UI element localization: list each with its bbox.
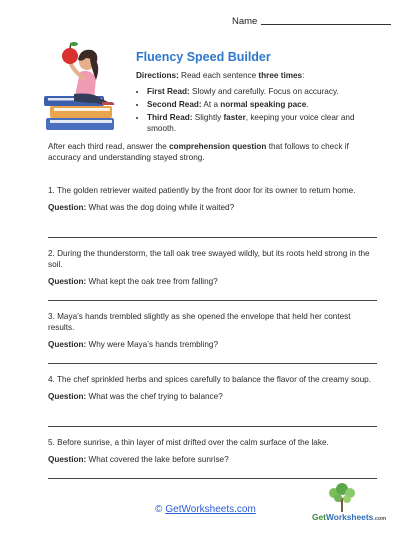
passage-item xyxy=(48,311,376,350)
passage-item xyxy=(48,248,376,287)
passage-question xyxy=(48,339,376,350)
step-text: . xyxy=(306,100,309,109)
question-text: What kept the oak tree from falling? xyxy=(86,277,218,286)
step-label: First Read: xyxy=(147,87,190,96)
step-text: Slowly and carefully. Focus on accuracy. xyxy=(189,87,339,96)
step-label: Second Read: xyxy=(147,100,202,109)
copyright-symbol: © xyxy=(155,504,163,515)
after-text: After each third read, answer the xyxy=(48,142,170,151)
question-label: Question: xyxy=(48,455,87,464)
step-label: Third Read: xyxy=(147,113,193,122)
book-bottom xyxy=(46,118,114,130)
answer-line[interactable] xyxy=(48,478,377,479)
reading-girl-illustration xyxy=(40,34,122,134)
worksheet-title: Fluency Speed Builder xyxy=(136,50,271,64)
answer-line[interactable] xyxy=(48,426,377,427)
after-text: that follows to check if accuracy and understanding stayed strong. xyxy=(48,142,349,162)
read-step-3 xyxy=(147,112,376,134)
question-text: Why were Maya’s hands trembling? xyxy=(86,340,219,349)
step-text: , keeping your voice clear and smooth. xyxy=(147,113,355,133)
question-label: Question: xyxy=(48,203,87,212)
logo-text-get: Get xyxy=(312,512,326,522)
answer-line[interactable] xyxy=(48,300,377,301)
passage-sentence: 1. The golden retriever waited patiently by the front door for its owner to return home. xyxy=(48,186,356,195)
read-step-1 xyxy=(147,86,376,97)
passage-question xyxy=(48,454,376,465)
passage-question xyxy=(48,391,376,402)
directions-intro xyxy=(136,70,376,81)
question-text: What was the dog doing while it waited? xyxy=(86,203,235,212)
question-text: What covered the lake before sunrise? xyxy=(86,455,229,464)
passage-item xyxy=(48,437,376,465)
passage-sentence: 5. Before sunrise, a thin layer of mist drifted over the calm surface of the lake. xyxy=(48,438,329,447)
getworksheets-logo xyxy=(312,482,387,526)
step-text: At a xyxy=(201,100,221,109)
read-steps-list xyxy=(136,86,376,134)
passage-sentence: 3. Maya’s hands trembled slightly as she opened the envelope that held her contest results. xyxy=(48,312,351,332)
directions-text: Read each sentence xyxy=(178,71,259,80)
name-blank-line[interactable] xyxy=(261,24,391,25)
question-label: Question: xyxy=(48,277,87,286)
step-emphasis: faster xyxy=(223,113,246,122)
passage-question xyxy=(48,202,376,213)
step-emphasis: normal speaking pace xyxy=(220,100,307,109)
answer-line[interactable] xyxy=(48,363,377,364)
site-link[interactable] xyxy=(155,504,256,515)
answer-line[interactable] xyxy=(48,237,377,238)
after-instructions xyxy=(48,141,376,163)
read-step-2 xyxy=(147,99,376,110)
logo-text-worksheets: Worksheets xyxy=(325,512,374,522)
logo-text-suffix: .com xyxy=(373,516,387,522)
directions-label: Directions: xyxy=(136,71,179,80)
directions-emphasis: three times xyxy=(258,71,303,80)
question-label: Question: xyxy=(48,392,87,401)
directions-punct: : xyxy=(302,71,305,80)
question-label: Question: xyxy=(48,340,87,349)
question-text: What was the chef trying to balance? xyxy=(86,392,223,401)
site-link-text: GetWorksheets.com xyxy=(165,504,256,515)
directions-block xyxy=(136,70,376,136)
book-middle xyxy=(50,106,112,118)
passage-sentence: 2. During the thunderstorm, the tall oak tree swayed wildly, but its roots held strong in the soil. xyxy=(48,249,370,269)
name-field[interactable] xyxy=(232,16,391,27)
apple-icon xyxy=(62,48,78,64)
passage-item xyxy=(48,185,376,213)
passage-sentence: 4. The chef sprinkled herbs and spices carefully to balance the flavor of the creamy soup. xyxy=(48,375,371,384)
tree-icon xyxy=(312,482,376,514)
name-label: Name xyxy=(232,16,258,27)
logo-text xyxy=(312,512,386,522)
after-emphasis: comprehension question xyxy=(169,142,267,151)
passage-question xyxy=(48,276,376,287)
passage-item xyxy=(48,374,376,402)
step-text: Slightly xyxy=(192,113,224,122)
